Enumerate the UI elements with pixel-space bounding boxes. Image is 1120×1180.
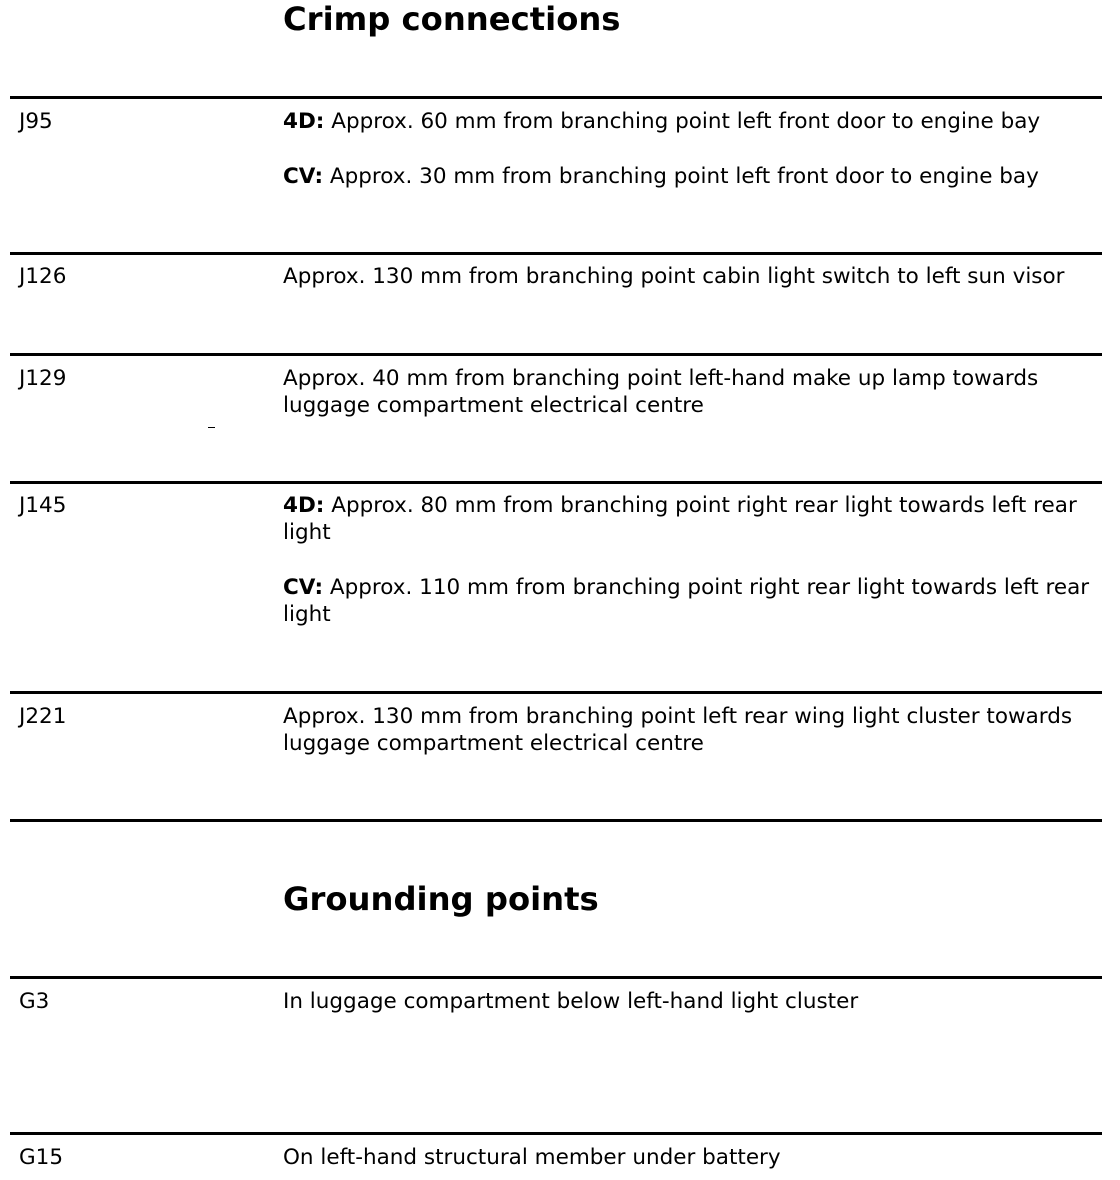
connection-code-j145: J145 bbox=[19, 493, 67, 518]
variant-prefix: CV: bbox=[283, 164, 324, 189]
description-line bbox=[283, 108, 1113, 135]
connection-code-j129: J129 bbox=[19, 366, 67, 391]
table-divider bbox=[10, 96, 1102, 99]
description-line bbox=[283, 365, 1113, 419]
table-divider bbox=[10, 691, 1102, 694]
connection-description-j221 bbox=[283, 703, 1113, 757]
description-line bbox=[283, 988, 1113, 1015]
connection-description-j129 bbox=[283, 365, 1113, 419]
ground-code-g3: G3 bbox=[19, 989, 50, 1014]
connection-code-j221: J221 bbox=[19, 704, 67, 729]
connection-code-j95: J95 bbox=[19, 109, 53, 134]
ground-description-g15 bbox=[283, 1144, 1113, 1171]
grounding-points-heading: Grounding points bbox=[283, 880, 599, 918]
variant-prefix: 4D: bbox=[283, 493, 325, 518]
description-text: Approx. 130 mm from branching point cabin light switch to left sun visor bbox=[283, 264, 1065, 289]
table-divider bbox=[10, 481, 1102, 484]
description-text: Approx. 30 mm from branching point left front door to engine bay bbox=[323, 164, 1039, 189]
connection-description-j126 bbox=[283, 263, 1113, 290]
description-text: On left-hand structural member under battery bbox=[283, 1145, 781, 1170]
description-line bbox=[283, 263, 1113, 290]
connection-code-j126: J126 bbox=[19, 264, 67, 289]
crimp-connections-heading: Crimp connections bbox=[283, 0, 621, 38]
description-line bbox=[283, 1144, 1113, 1171]
table-divider bbox=[10, 819, 1102, 822]
description-line bbox=[283, 163, 1113, 190]
description-line bbox=[283, 703, 1113, 757]
description-text: Approx. 40 mm from branching point left-hand make up lamp towards luggage compartment electrical centre bbox=[283, 366, 1039, 418]
ground-description-g3 bbox=[283, 988, 1113, 1015]
description-line bbox=[283, 492, 1113, 546]
variant-prefix: 4D: bbox=[283, 109, 325, 134]
connection-description-j95 bbox=[283, 108, 1113, 190]
description-text: Approx. 60 mm from branching point left front door to engine bay bbox=[324, 109, 1041, 134]
table-divider bbox=[10, 1132, 1102, 1135]
connection-description-j145 bbox=[283, 492, 1113, 628]
description-text: Approx. 130 mm from branching point left rear wing light cluster towards luggage compartment electrical centre bbox=[283, 704, 1073, 756]
description-text: In luggage compartment below left-hand light cluster bbox=[283, 989, 859, 1014]
description-line bbox=[283, 574, 1113, 628]
table-divider bbox=[10, 353, 1102, 356]
description-text: Approx. 110 mm from branching point right rear light towards left rear light bbox=[283, 575, 1090, 627]
table-divider bbox=[10, 976, 1102, 979]
table-divider bbox=[10, 252, 1102, 255]
stray-mark bbox=[208, 427, 215, 428]
variant-prefix: CV: bbox=[283, 575, 324, 600]
description-text: Approx. 80 mm from branching point right rear light towards left rear light bbox=[283, 493, 1077, 545]
ground-code-g15: G15 bbox=[19, 1145, 64, 1170]
